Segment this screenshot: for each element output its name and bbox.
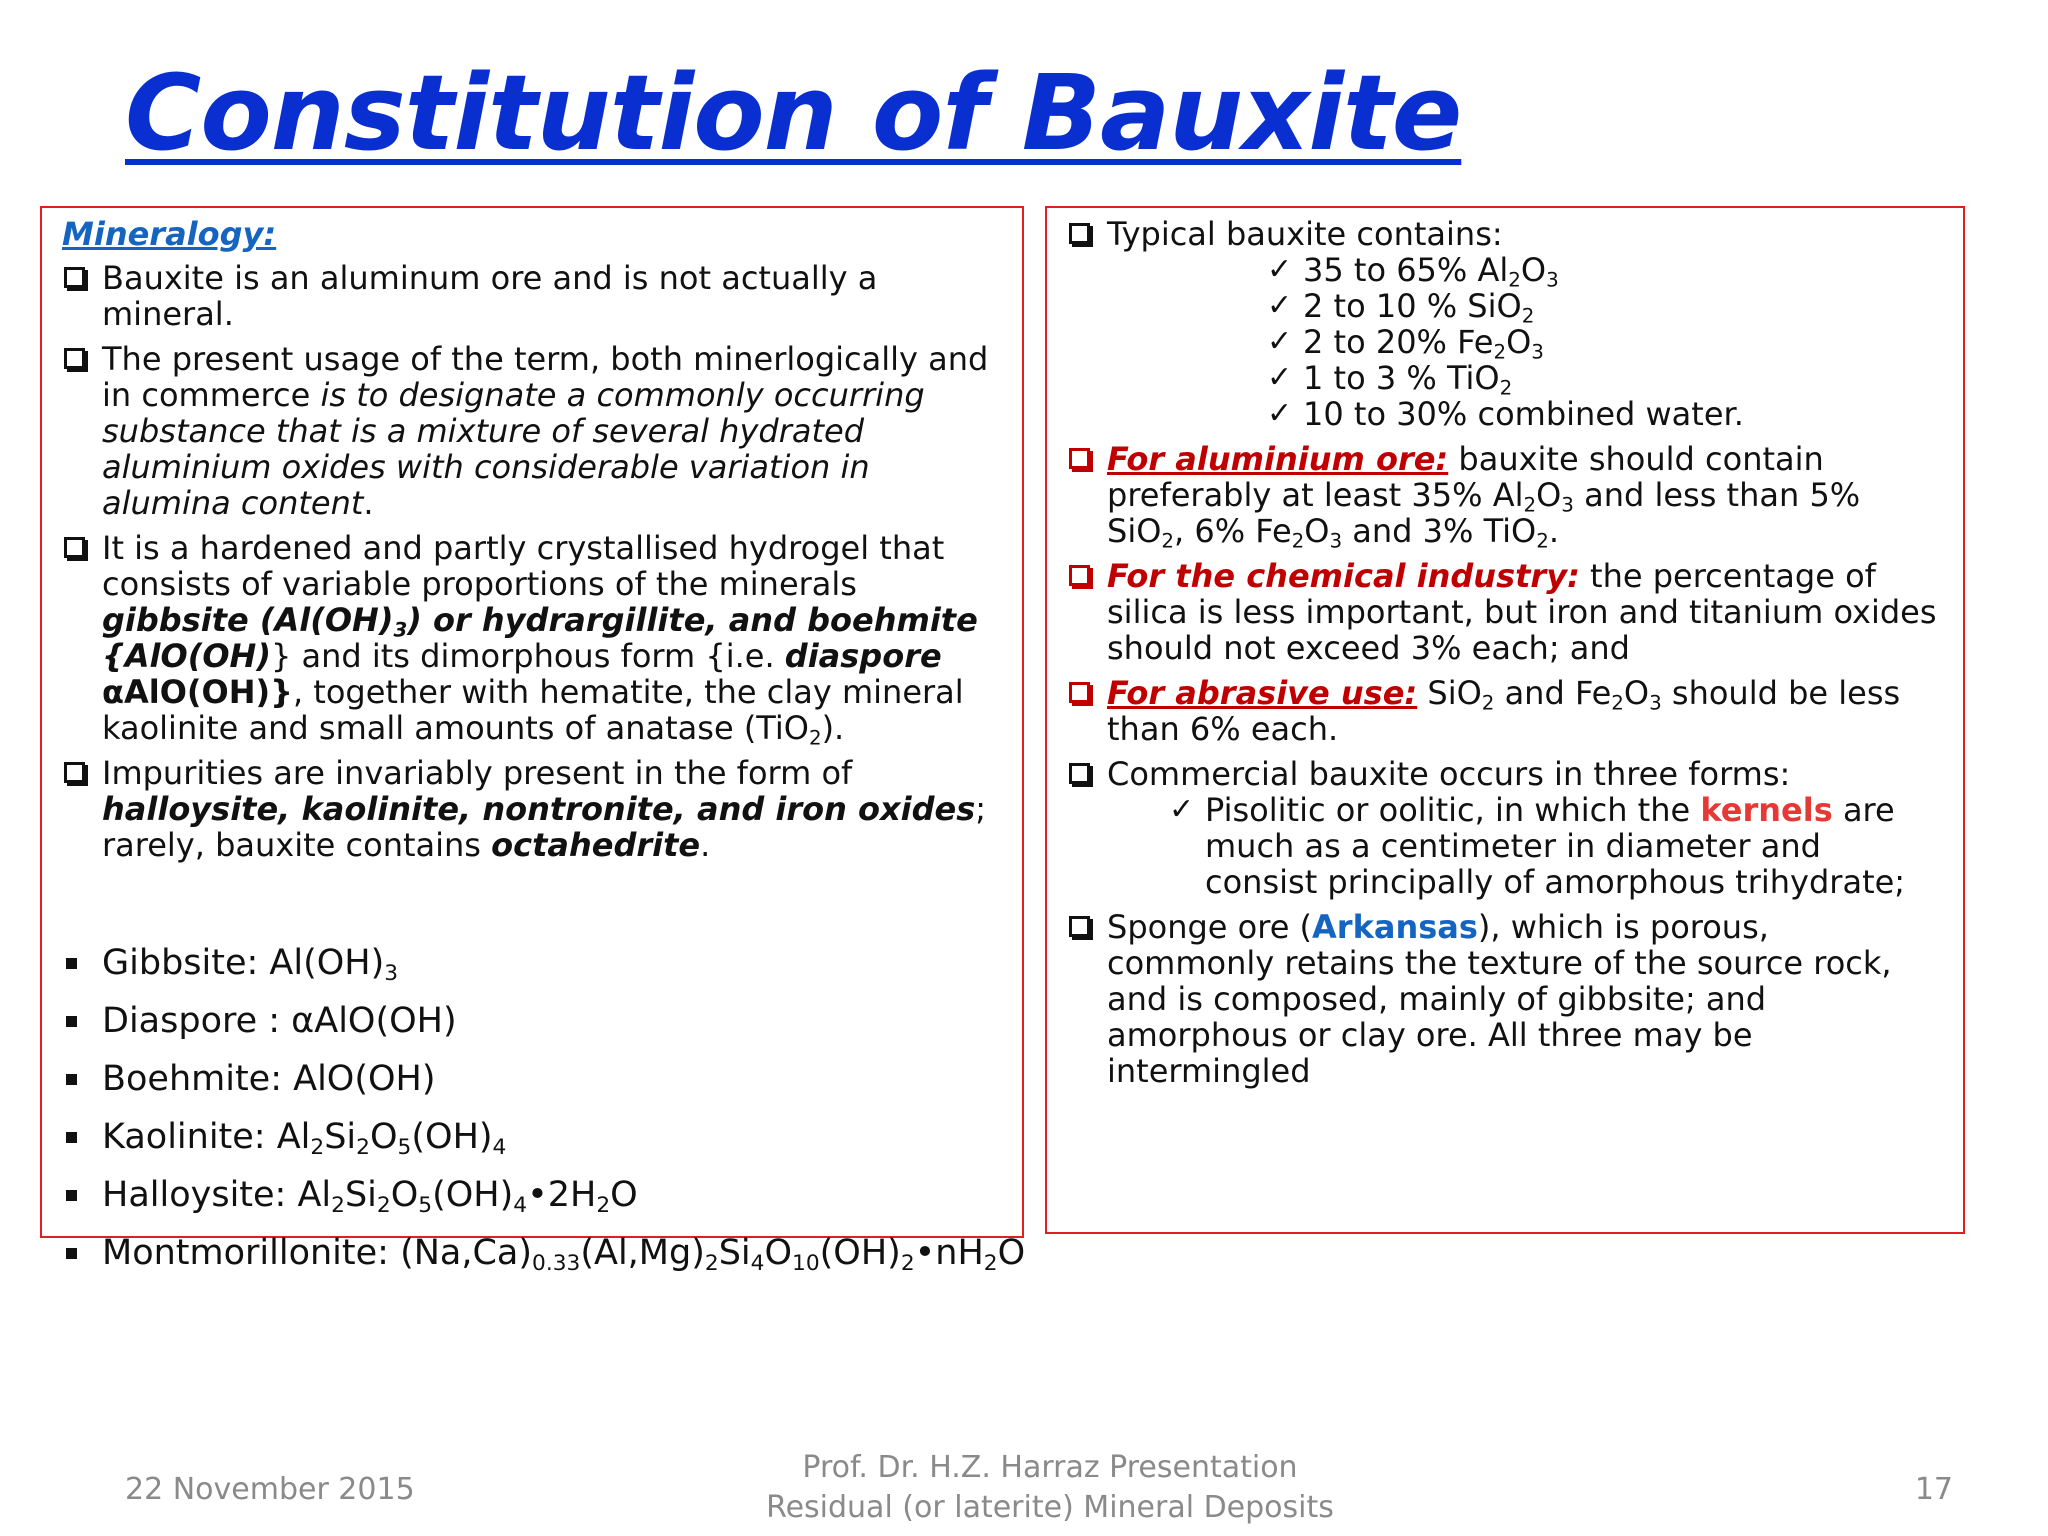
square-bullet-icon bbox=[66, 1132, 77, 1143]
checkbox-bullet-icon bbox=[1069, 565, 1090, 586]
list-item: The present usage of the term, both minerlogically and in commerce is to designate a commonly occurring substance that is a mixture of several hydrated aluminium oxides with considerable variation in alumina content. bbox=[62, 341, 1002, 521]
list-item: Sponge ore (Arkansas), which is porous, commonly retains the texture of the source rock, and is composed, mainly of gibbsite; and amorphous or clay ore. All three may be intermingled bbox=[1067, 909, 1943, 1089]
checkbox-bullet-icon bbox=[1069, 223, 1090, 244]
mineralogy-panel bbox=[40, 206, 1026, 1277]
list-item: Halloysite: $Al_2Si_2O_5(OH)_4•2H_2O$ bbox=[62, 1166, 1002, 1224]
checkmark-icon: ✓ bbox=[1267, 252, 1293, 287]
square-bullet-icon bbox=[66, 1074, 77, 1085]
list-item: Boehmite: AlO(OH) bbox=[62, 1050, 1002, 1108]
list-item: Gibbsite: $Al(OH)_3$ bbox=[62, 934, 1002, 992]
list-item: Montmorillonite: $(Na,Ca)_{0.33}(Al,Mg)_2Si_4O_{10}(OH)_2•nH_2O$ bbox=[62, 1224, 1002, 1282]
checkbox-bullet-icon bbox=[64, 348, 85, 369]
mineral-formula-list bbox=[62, 934, 1026, 1282]
list-item: Commercial bauxite occurs in three forms: bbox=[1067, 756, 1943, 792]
checkbox-bullet-icon bbox=[1069, 763, 1090, 784]
list-item: For abrasive use: SiO$_2$ and $Fe_2O_3$ should be less than 6% each. bbox=[1067, 675, 1943, 747]
checkmark-icon: ✓ bbox=[1267, 360, 1293, 395]
checkmark-icon: ✓ bbox=[1267, 396, 1293, 431]
mineralogy-heading: Mineralogy: bbox=[62, 215, 277, 253]
list-item: Diaspore : αAlO(OH) bbox=[62, 992, 1002, 1050]
page-number: 17 bbox=[1914, 1472, 1953, 1507]
square-bullet-icon bbox=[66, 1190, 77, 1201]
list-item: Bauxite is an aluminum ore and is not actually a mineral. bbox=[62, 260, 1002, 332]
checkbox-bullet-icon bbox=[1069, 916, 1090, 937]
checkbox-bullet-icon bbox=[64, 762, 85, 783]
slide-title: Constitution of Bauxite bbox=[125, 52, 1462, 174]
footer-author: Prof. Dr. H.Z. Harraz Presentation bbox=[802, 1450, 1298, 1485]
list-item: Kaolinite: $Al_2Si_2O_5(OH)_4$ bbox=[62, 1108, 1002, 1166]
list-item: ✓ 35 to 65% $Al_2O_3$ bbox=[1267, 251, 1559, 292]
list-item: ✓ 2 to 20% $Fe_2O_3$ bbox=[1267, 323, 1544, 364]
list-item: Impurities are invariably present in the form of halloysite, kaolinite, nontronite, and iron oxides; rarely, bauxite contains octahedrite. bbox=[62, 755, 1002, 863]
list-item: For aluminium ore: bauxite should contain preferably at least 35% $Al_2O_3$ and less than 5% SiO$_2$, 6% $Fe_2O_3$ and 3% TiO$_2$. bbox=[1067, 441, 1943, 549]
footer-date: 22 November 2015 bbox=[125, 1472, 415, 1507]
composition-list bbox=[1267, 252, 1943, 432]
footer-topic: Residual (or laterite) Mineral Deposits bbox=[766, 1490, 1334, 1525]
list-item: Typical bauxite contains: bbox=[1067, 216, 1943, 252]
checkbox-bullet-icon bbox=[1069, 682, 1090, 703]
checkbox-bullet-icon bbox=[1069, 448, 1090, 469]
checkmark-icon: ✓ bbox=[1267, 324, 1293, 359]
forms-list bbox=[1169, 792, 1943, 900]
list-item: ✓ 10 to 30% combined water. bbox=[1267, 395, 1744, 433]
square-bullet-icon bbox=[66, 1248, 77, 1259]
checkbox-bullet-icon bbox=[64, 537, 85, 558]
checkmark-icon: ✓ bbox=[1169, 792, 1195, 827]
list-item: It is a hardened and partly crystallised hydrogel that consists of variable proportions of the minerals gibbsite $(Al(OH)_3)$ or hydrargillite, and boehmite {AlO(OH)} and its dimorphous form {i.e. diaspore αAlO(OH)}, together with hematite, the clay mineral kaolinite and small amounts of anatase (TiO$_2$). bbox=[62, 530, 1002, 746]
footer-presentation-info bbox=[700, 1448, 1400, 1528]
list-item: ✓ 1 to 3 % TiO$_2$ bbox=[1267, 359, 1513, 400]
list-item: ✓ 2 to 10 % SiO$_2$ bbox=[1267, 287, 1535, 328]
square-bullet-icon bbox=[66, 1016, 77, 1027]
composition-panel bbox=[1045, 206, 1965, 1234]
checkbox-bullet-icon bbox=[64, 267, 85, 288]
list-item: For the chemical industry: the percentage of silica is less important, but iron and titanium oxides should not exceed 3% each; and bbox=[1067, 558, 1943, 666]
square-bullet-icon bbox=[66, 958, 77, 969]
list-item: ✓ Pisolitic or oolitic, in which the kernels are much as a centimeter in diameter and consist principally of amorphous trihydrate; bbox=[1169, 791, 1906, 901]
checkmark-icon: ✓ bbox=[1267, 288, 1293, 323]
